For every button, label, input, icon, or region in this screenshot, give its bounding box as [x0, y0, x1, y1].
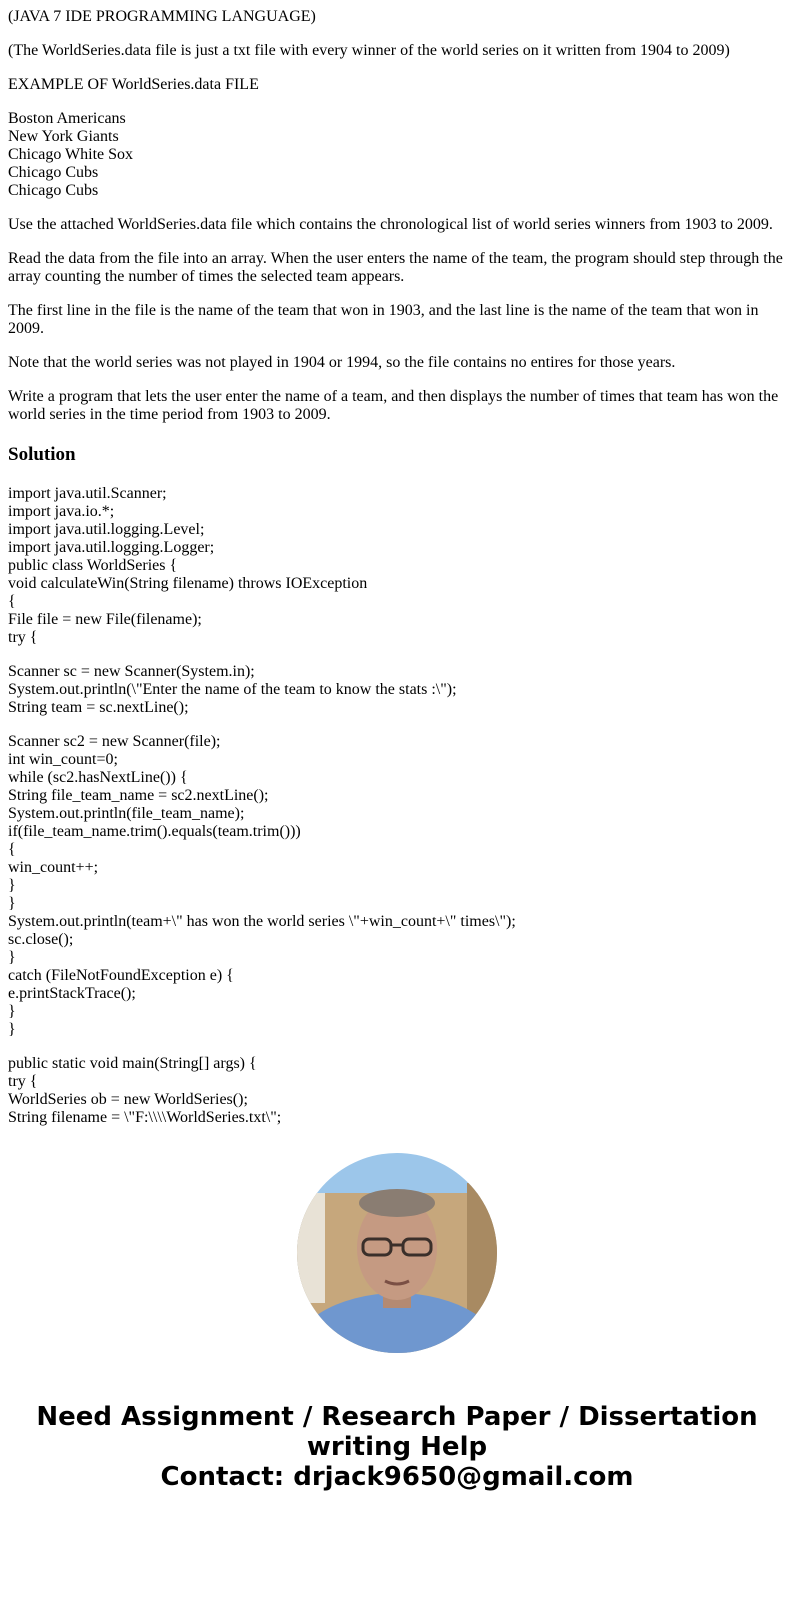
- code-line: System.out.println(\"Enter the name of the team to know the stats :\");: [8, 681, 457, 698]
- code-block: [8, 733, 788, 1039]
- paragraph-use-file: Use the attached WorldSeries.data file which contains the chronological list of world series winners from 1903 to 2009.: [8, 216, 773, 233]
- code-block: [8, 485, 788, 647]
- code-line: e.printStackTrace();: [8, 985, 136, 1002]
- paragraph-note: Note that the world series was not played in 1904 or 1994, so the file contains no entires for those years.: [8, 354, 676, 371]
- code-line: while (sc2.hasNextLine()) {: [8, 769, 188, 786]
- author-photo: [297, 1153, 497, 1353]
- example-team-list: [8, 110, 788, 200]
- file-note: (The WorldSeries.data file is just a txt file with every winner of the world series on it written from 1904 to 2009): [8, 42, 730, 59]
- code-line: try {: [8, 1073, 38, 1090]
- code-line: if(file_team_name.trim().equals(team.trim())): [8, 823, 301, 840]
- paragraph-first-line: The first line in the file is the name of the team that won in 1903, and the last line is the name of the team that won in 2009.: [8, 302, 759, 337]
- code-block: [8, 1055, 788, 1127]
- example-team: Chicago Cubs: [8, 182, 99, 199]
- code-line: WorldSeries ob = new WorldSeries();: [8, 1091, 248, 1108]
- code-line: int win_count=0;: [8, 751, 118, 768]
- code-line: {: [8, 593, 16, 610]
- example-team: New York Giants: [8, 128, 119, 145]
- code-line: Scanner sc2 = new Scanner(file);: [8, 733, 221, 750]
- footer-line-1: Need Assignment / Research Paper / Dissertation: [36, 1402, 758, 1432]
- example-team: Chicago Cubs: [8, 164, 99, 181]
- code-line: try {: [8, 629, 38, 646]
- code-line: catch (FileNotFoundException e) {: [8, 967, 234, 984]
- code-line: String file_team_name = sc2.nextLine();: [8, 787, 269, 804]
- code-block: [8, 663, 788, 717]
- code-line: import java.io.*;: [8, 503, 115, 520]
- footer-line-3: Contact: drjack9650@gmail.com: [160, 1462, 634, 1492]
- question-title-line: (JAVA 7 IDE PROGRAMMING LANGUAGE): [8, 8, 316, 25]
- footer-line-2: writing Help: [306, 1432, 488, 1462]
- code-line: Scanner sc = new Scanner(System.in);: [8, 663, 255, 680]
- paragraph-write-program: Write a program that lets the user enter the name of a team, and then displays the number of times that team has won the world series in the time period from 1903 to 2009.: [8, 388, 779, 423]
- code-line: }: [8, 895, 16, 912]
- code-line: import java.util.logging.Level;: [8, 521, 205, 538]
- example-team: Boston Americans: [8, 110, 126, 127]
- document-content: [8, 8, 788, 1607]
- code-line: }: [8, 1021, 16, 1038]
- footer-contact: [0, 1402, 794, 1492]
- code-line: String team = sc.nextLine();: [8, 699, 189, 716]
- code-line: }: [8, 1003, 16, 1020]
- code-line: sc.close();: [8, 931, 74, 948]
- code-line: {: [8, 841, 16, 858]
- example-heading: EXAMPLE OF WorldSeries.data FILE: [8, 76, 259, 93]
- code-line: }: [8, 949, 16, 966]
- solution-heading: Solution: [8, 444, 76, 465]
- paragraph-read-data: Read the data from the file into an array. When the user enters the name of the team, the program should step through the array counting the number of times the selected team appears.: [8, 250, 783, 285]
- code-line: import java.util.Scanner;: [8, 485, 167, 502]
- code-line: win_count++;: [8, 859, 99, 876]
- code-line: System.out.println(team+\" has won the world series \"+win_count+\" times\");: [8, 913, 516, 930]
- code-line: }: [8, 877, 16, 894]
- code-line: public class WorldSeries {: [8, 557, 178, 574]
- code-line: public static void main(String[] args) {: [8, 1055, 257, 1072]
- code-line: String filename = \"F:\\\\WorldSeries.txt\";: [8, 1109, 282, 1126]
- example-team: Chicago White Sox: [8, 146, 134, 163]
- code-line: File file = new File(filename);: [8, 611, 202, 628]
- code-line: System.out.println(file_team_name);: [8, 805, 245, 822]
- author-avatar: [297, 1153, 497, 1353]
- code-line: import java.util.logging.Logger;: [8, 539, 215, 556]
- code-line: void calculateWin(String filename) throws IOException: [8, 575, 368, 592]
